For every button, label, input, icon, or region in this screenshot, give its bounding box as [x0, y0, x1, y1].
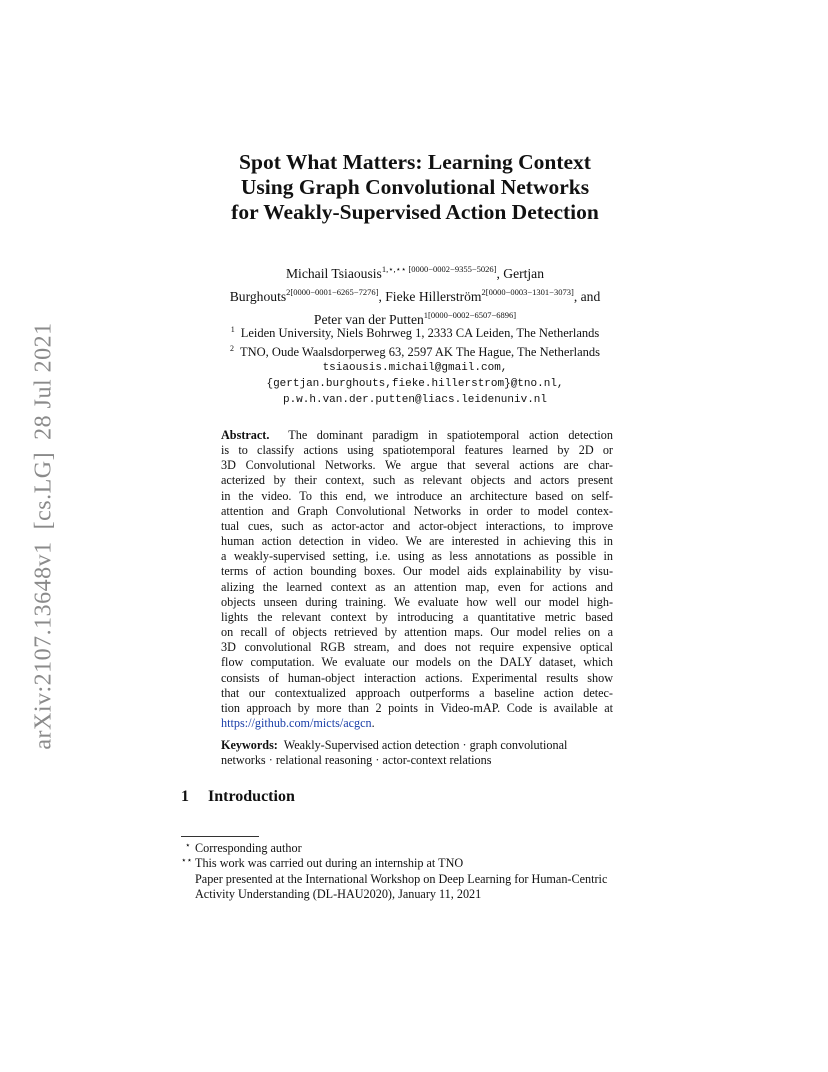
abstract-line: consists of human-object interaction actions. Experimental results show: [221, 670, 613, 685]
title-line-1: Spot What Matters: Learning Context: [239, 150, 591, 174]
arxiv-category: [cs.LG]: [30, 451, 57, 530]
abstract-line: attention and Graph Convolutional Networks in order to model contex-: [221, 503, 613, 518]
abstract-line: terms of action bounding boxes. Our model aids explainability by visu-: [221, 564, 613, 579]
author-name: Michail Tsiaousis: [285, 266, 382, 281]
affiliation-text: TNO, Oude Waalsdorperweg 63, 2597 AK The Hague, The Netherlands: [239, 345, 601, 359]
keywords-line-2: networks · relational reasoning · actor-context relations: [221, 753, 492, 768]
abstract-line: human action detection in video. We are interested in achieving this in: [221, 534, 613, 549]
author-list: [170, 260, 660, 329]
section-number: 1: [181, 788, 189, 805]
abstract-line: is to classify actions using spatiotemporal features learned by 2D or: [221, 443, 613, 458]
footnote-rule: [181, 836, 259, 837]
keywords: [221, 738, 613, 769]
author-separator: , and: [573, 289, 601, 304]
abstract-line: lights the relevant context by introducing a quantitative metric based: [221, 609, 613, 624]
affiliation-number: 2: [229, 344, 234, 353]
abstract-line: in the video. To this end, we introduce an architecture based on self-: [221, 488, 613, 503]
keywords-text: Weakly-Supervised action detection · graph convolutional: [283, 738, 568, 752]
abstract-line: 3D Convolutional Networks. We argue that several actions are char-: [221, 458, 613, 473]
title-line-2: Using Graph Convolutional Networks: [240, 175, 590, 199]
author-separator: , Fieke Hillerström: [378, 289, 482, 304]
affiliation-1: [180, 322, 650, 341]
author-line-2: [170, 283, 660, 306]
arxiv-id[interactable]: arXiv:2107.13648v1: [30, 541, 57, 750]
abstract-line: a weakly-supervised setting, i.e. using as less annotations as possible in: [221, 549, 613, 564]
footnote-3-line-1: Paper presented at the International Workshop on Deep Learning for Human-Centric: [195, 871, 608, 886]
abstract-line: [221, 428, 613, 443]
abstract-line: that our contextualized approach outperforms a baseline action detec-: [221, 685, 613, 700]
abstract-period: .: [371, 715, 375, 730]
abstract-line: on recall of objects retrieved by attention maps. Our model relies on a: [221, 625, 613, 640]
keywords-label: Keywords:: [221, 738, 278, 752]
email-line-1[interactable]: tsiaousis.michail@gmail.com,: [322, 362, 508, 374]
code-link[interactable]: https://github.com/micts/acgcn: [221, 715, 372, 730]
abstract-last-line: [221, 716, 613, 731]
email-line-2[interactable]: {gertjan.burghouts,fieke.hillerstrom}@tno.nl,: [266, 378, 564, 390]
affiliation-2: [180, 341, 650, 360]
arxiv-stamp-text: [31, 310, 58, 749]
footnote-3-line-2: Activity Understanding (DL-HAU2020), January 11, 2021: [195, 887, 482, 902]
abstract-line: flow computation. We evaluate our models on the DALY dataset, which: [221, 655, 613, 670]
footnote-text: This work was carried out during an internship at TNO: [195, 856, 464, 871]
paper-title: [150, 150, 680, 225]
section-heading: [181, 788, 295, 806]
abstract-line: tual cues, such as actor-actor and actor-object interactions, to improve: [221, 518, 613, 533]
author-line-1: [170, 260, 660, 283]
author-separator: , Gertjan: [496, 266, 545, 281]
affiliation-number: 1: [230, 325, 235, 334]
author-superscript: 2[0000−0001−6265−7276]: [286, 287, 379, 297]
affiliation-text: Leiden University, Niels Bohrweg 1, 2333 CA Leiden, The Netherlands: [240, 326, 600, 340]
abstract-line: acterized by their context, such as relevant objects and actors present: [221, 473, 613, 488]
arxiv-date: 28 Jul 2021: [30, 322, 57, 440]
author-superscript: 2[0000−0003−1301−3073]: [481, 287, 574, 297]
author-name: Burghouts: [229, 289, 287, 304]
footnotes: [181, 841, 661, 903]
affiliations: [180, 322, 650, 408]
abstract: [221, 428, 613, 731]
footnote-mark: ⋆⋆: [181, 855, 193, 866]
abstract-label: Abstract.: [221, 428, 270, 442]
keywords-line-1: [221, 738, 613, 753]
abstract-line: 3D convolutional RGB stream, and does not require expensive optical: [221, 640, 613, 655]
abstract-line: alizing the learned context as an attention map, even for actions and: [221, 579, 613, 594]
author-superscript: 1[0000−0002−6507−6896]: [423, 310, 517, 320]
author-name: Peter van der Putten: [313, 312, 424, 327]
footnote-mark: ⋆: [185, 840, 191, 850]
abstract-line: tion approach by more than 2 points in Video-mAP. Code is available at: [221, 700, 613, 715]
footnote-text: Corresponding author: [195, 841, 302, 855]
arxiv-stamp: [24, 300, 64, 760]
email-line-3[interactable]: p.w.h.van.der.putten@liacs.leidenuniv.nl: [282, 394, 548, 406]
footnote-2: [181, 856, 661, 871]
abstract-line: objects unseen during training. We evaluate how well our model high-: [221, 594, 613, 609]
abstract-text: The dominant paradigm in spatiotemporal action detection: [288, 428, 613, 442]
author-superscript: 1,⋆,⋆⋆ [0000−0002−9355−5026]: [381, 264, 497, 274]
section-title: Introduction: [208, 788, 295, 805]
title-line-3: for Weakly-Supervised Action Detection: [231, 200, 599, 224]
footnote-1: [181, 841, 661, 856]
